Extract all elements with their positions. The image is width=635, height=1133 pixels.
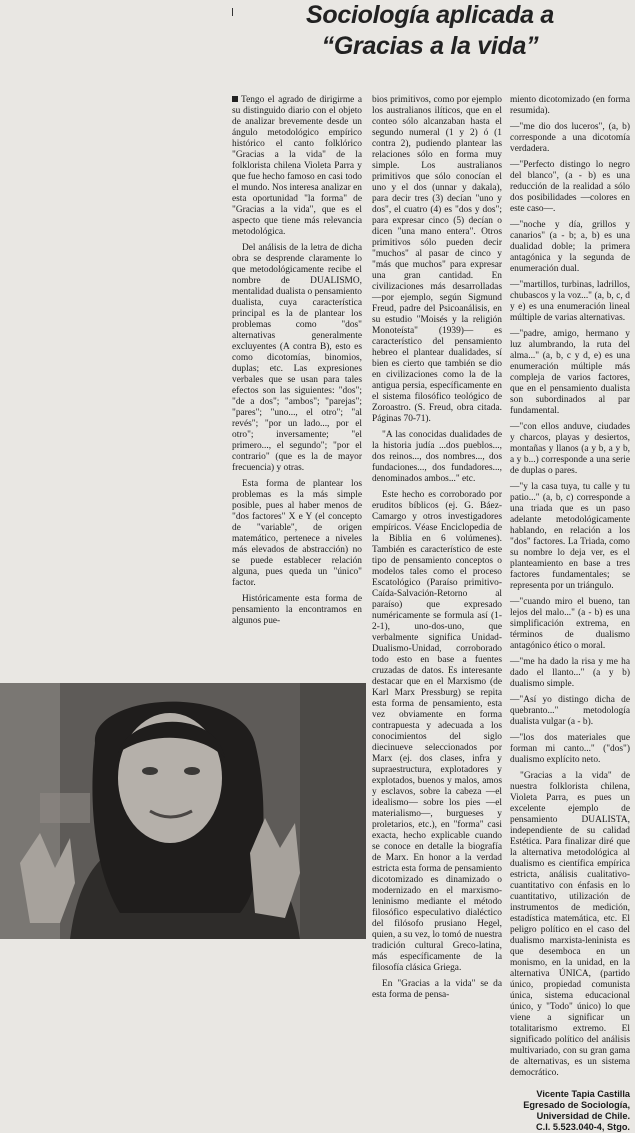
- quote-paragraph: "A las conocidas dualidades de la historia judía ...dos pueblos..., dos reinos..., dos nombres..., dos fundaciones..., dos fundadores..., denominados ambos..." etc.: [372, 430, 502, 484]
- paragraph: En "Gracias a la vida" se da esta forma de pensa-: [372, 979, 502, 1000]
- paragraph: Este hecho es corroborado por eruditos bíblicos (ej. G. Báez-Camargo y otros investigadores empíricos. Véase Enciclopedia de la Biblia en 6 volúmenes). También es característico de este tipo de pensamiento conceptos o modelos tales como el proceso Escatológico (Paraíso primitivo-Caída-Salvación-Retorno al paraíso) que expresado numéricamente se formula así (1-2-1), uno-dos-uno, que verbalmente significa Unidad-Dualismo-Unidad, corroborado todo esto en base a fuentes cruzadas de datos. Es interesante destacar que en el Marxismo (de Karl Marx Pressburg) se repita esta forma de pensamiento, esta vez obviamente en forma contrapuesta y adecuada a los conocimientos del siglo diecinueve seleccionados por Marx (ej. dos clases, infra y supraestructura, explotadores y explotados, buenos y malos, amos y esclavos, sobre la cabeza —el idealismo— sobre los pies —el materialismo—, burgueses y proletarios, etc.), en "forma" casi exacta, hecho explicable cuando se conoce en detalle la biografía de Marx. En honor a la verdad estricta esta forma de pensamiento dicotomizado es dinamizado o modernizado en el marxismo-leninismo mediante el método filosófico especulativo dialéctico del filósofo prusiano Hegel, quien, a su vez, lo tomó de nuestra tradición cultural Greco-latina, más específicamente de la filosofía clásica Griega.: [372, 490, 502, 973]
- portrait-illustration: [0, 683, 366, 939]
- headline: [230, 0, 630, 62]
- paragraph: Históricamente esta forma de pensamiento la encontramos en algunos pue-: [232, 594, 362, 626]
- author-name: Vicente Tapia Castilla: [536, 1089, 630, 1099]
- article-column-1: [232, 95, 362, 626]
- paragraph: bios primitivos, como por ejemplo los australianos ilíticos, que en el conteo sólo alcanzaban hasta el segundo numeral (1 y 2) ó (1 contra 2), pudiendo plantear las relaciones sólo en forma muy simple. Los australianos primitivos que sólo conocían el uno y el dos (unnar y dakala), para decir tres (3) decían "uno y dos", el cuatro (4) es "dos y dos"; para expresar cinco (5) decían o dicen "una mano entera". Otros primitivos sólo pueden decir "muchos" al pasar de cinco y "más que muchos" para expresar una gran cantidad. En civilizaciones más desarrolladas —por ejemplo, según Sigmund Freud, padre del Psicoanálisis, en su estudio "Moisés y la religión Monoteísta" (1939)— es característico del pensamiento hebreo el plantear dualidades, sí bien es cierto que también se dio en civilizaciones como la de la antigua persia, específicamente en el sistema filosófico teológico de Zoroastro. (S. Freud, obra citada. Páginas 70-71).: [372, 95, 502, 424]
- verse-analysis: —"me dio dos luceros", (a, b) corresponde a una dicotomía verdadera.: [510, 122, 630, 154]
- verse-analysis: —"y la casa tuya, tu calle y tu patio..." (a, b, c) corresponde a una triada que es un paso adelante metodológicamente hablando, en relación a los "dos" factores. La Triada, como su nombre lo deja ver, es el planteamiento en base a tres factores fundamentales; se representa por un triángulo.: [510, 482, 630, 591]
- paragraph: Esta forma de plantear los problemas es la más simple posible, pues al haber menos de "dos factores" X e Y (el concepto de "variable", de origen matemático, pertenece a niveles más elevados de abstracción) no se puede establecer relación alguna, pues queda un "único" factor.: [232, 479, 362, 588]
- paragraph: "Gracias a la vida" de nuestra folklorista chilena, Violeta Parra, es pues un excelente ejemplo de pensamiento DUALISTA, independiente de su calidad Estética. Para finalizar diré que la alternativa metodológica al dualismo es científica empírica estricta, análisis cualitativo-cuantitativo con énfasis en lo cuantitativo, utilización de instrumentos de medición, estadística matemática, etc. El peligro político en el caso del dualismo marxista-leninista es que desemboca en un monismo, en la unidad, en la alternativa ÚNICA, (partido único, propiedad comunista única, sistema educacional único, y "Todo" único) lo que viene a significar un totalitarismo extremo. El significado político del análisis multivariado, con su gran gama de alternativas, es un sistema democrático.: [510, 771, 630, 1078]
- paragraph: Tengo el agrado de dirigirme a su distinguido diario con el objeto de analizar brevemente desde un ángulo metodológico empírico histórico el canto folklórico "Gracias a la vida" de la folklorista chilena Violeta Parra y que fue hecho famoso en casi todo el mundo. Nos interesa analizar en esta oportunidad "la forma" de "Gracias a la vida", que es el aspecto que tiene más relevancia metodológica.: [232, 95, 362, 237]
- author-university: Universidad de Chile.: [536, 1111, 630, 1121]
- paragraph: miento dicotomizado (en forma resumida).: [510, 95, 630, 116]
- verse-analysis: —"me ha dado la risa y me ha dado el llanto..." (a y b) dualismo simple.: [510, 657, 630, 689]
- bullet-icon: [232, 96, 238, 102]
- author-id: C.I. 5.523.040-4, Stgo.: [536, 1122, 630, 1132]
- verse-analysis: —"noche y día, grillos y canarios" (a - b; a, b) es una dualidad doble; la primera antagónica y la segunda de enumeración dual.: [510, 220, 630, 274]
- verse-analysis: —"cuando miro el bueno, tan lejos del malo..." (a - b) es una simplificación extrema, en términos de dualismo antagónico ético o moral.: [510, 597, 630, 651]
- verse-analysis: —"Perfecto distingo lo negro del blanco", (a - b) es una reducción de la realidad a sólo dos posibilidades —colores en este caso—.: [510, 160, 630, 214]
- headline-line-2: “Gracias a la vida”: [321, 32, 539, 60]
- verse-analysis: —"con ellos anduve, ciudades y charcos, playas y desiertos, montañas y llanos (a y b, a y b, a y b...) corresponde a una serie de duplas o pares.: [510, 422, 630, 476]
- article-column-2: [372, 95, 502, 1020]
- verse-analysis: —"los dos materiales que forman mi canto..." ("dos") dualismo explícito neto.: [510, 733, 630, 765]
- verse-analysis: —"martillos, turbinas, ladrillos, chubascos y la voz..." (a, b, c, d y e) es una enumeración lineal múltiple de varias alternativas.: [510, 280, 630, 323]
- portrait-photo: [0, 683, 366, 939]
- verse-analysis: —"Así yo distingo dicha de quebranto..." metodología dualista vulgar (a - b).: [510, 695, 630, 727]
- signature: [510, 1089, 630, 1133]
- article-column-3: [510, 95, 630, 1132]
- headline-line-1: Sociología aplicada a: [306, 1, 554, 29]
- author-title: Egresado de Sociología,: [523, 1100, 630, 1110]
- verse-analysis: —"padre, amigo, hermano y luz alumbrando, la ruta del alma..." (a, b, c y d, e) es una enumeración múltiple más compleja de varios factores, que en el pensamiento dualista son subordinados al par fundamental.: [510, 329, 630, 416]
- paragraph: Del análisis de la letra de dicha obra se desprende claramente lo que metodológicamente recibe el nombre de DUALISMO, mentalidad dualista o pensamiento dualista, cuya característica principal es la de plantear los problemas como "dos" alternativas generalmente excluyentes (A contra B), esto es como dicotomías, binomios, duplas; etc. Las expresiones verbales que se usan para tales efectos son las siguientes: "dos"; "de a dos"; "ambos"; "parejas"; "pares"; "uno..., el otro"; "al revés"; "por un lado..., por el otro"; inversamente; "el primero..., el segundo"; "por el contrario" (que es la de mayor frecuencia) y otras.: [232, 243, 362, 473]
